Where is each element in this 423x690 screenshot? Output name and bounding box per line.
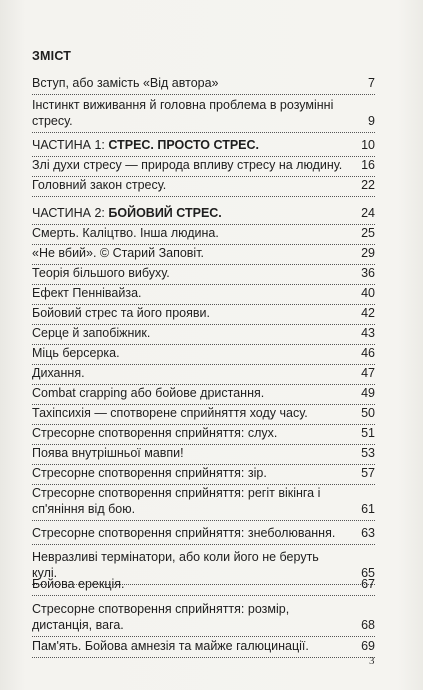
toc-entry-page: 16 — [361, 158, 375, 172]
toc-entry — [32, 465, 375, 481]
toc-entry — [32, 445, 375, 461]
dotted-leader — [32, 196, 375, 197]
toc-entry-page: 43 — [361, 326, 375, 340]
toc-entry-page: 29 — [361, 246, 375, 260]
toc-entry-page: 51 — [361, 426, 375, 440]
toc-entry-page: 65 — [361, 566, 375, 580]
toc-entry-title: Злі духи стресу — природа впливу стресу на людину. — [32, 158, 343, 172]
toc-entry-page: 68 — [361, 618, 375, 632]
toc-part-entry — [32, 205, 375, 221]
toc-entry-page: 25 — [361, 226, 375, 240]
toc-entry-title: Дихання. — [32, 366, 85, 380]
dotted-leader — [32, 132, 375, 133]
toc-entry-page: 10 — [361, 138, 375, 152]
toc-entry — [32, 525, 375, 541]
toc-entry — [32, 177, 375, 193]
toc-entry-title: Невразливі термінатори, або коли його не беруть кулі. — [32, 550, 319, 580]
toc-entry-title: Вступ, або замість «Від автора» — [32, 76, 219, 90]
part-title: СТРЕС. ПРОСТО СТРЕС. — [108, 138, 260, 152]
toc-entry-page: 7 — [368, 76, 375, 90]
toc-entry — [32, 576, 375, 592]
dotted-leader — [32, 657, 375, 658]
toc-entry-title: Стресорне спотворення сприйняття: знеболювання. — [32, 526, 336, 540]
toc-entry — [32, 345, 375, 361]
toc-part-entry — [32, 137, 375, 153]
toc-entry-page: 47 — [361, 366, 375, 380]
toc-entry-page: 49 — [361, 386, 375, 400]
toc-entry — [32, 325, 375, 341]
toc-entry-title: Combat crapping або бойове дристання. — [32, 386, 265, 400]
toc-entry-title: Серце й запобіжник. — [32, 326, 151, 340]
toc-entry — [32, 601, 375, 633]
toc-entry — [32, 365, 375, 381]
toc-entry-title: Стресорне спотворення сприйняття: зір. — [32, 466, 267, 480]
toc-entry — [32, 245, 375, 261]
dotted-leader — [32, 94, 375, 95]
part-label: ЧАСТИНА 1: — [32, 138, 109, 152]
dotted-leader — [32, 520, 375, 521]
toc-entry-title: Тахіпсихія — спотворене сприйняття ходу часу. — [32, 406, 308, 420]
toc-entry-page: 24 — [361, 206, 375, 220]
toc-entry-title: Теорія більшого вибуху. — [32, 266, 170, 280]
toc-entry-title: Ефект Пеннівайза. — [32, 286, 142, 300]
toc-entry — [32, 405, 375, 421]
toc-entry-page: 67 — [361, 577, 375, 591]
dotted-leader — [32, 595, 375, 596]
toc-entry-title: Головний закон стресу. — [32, 178, 167, 192]
toc-entry — [32, 425, 375, 441]
toc-entry-page: 53 — [361, 446, 375, 460]
toc-entry-title — [32, 205, 375, 221]
toc-entry-title: Смерть. Каліцтво. Інша людина. — [32, 226, 219, 240]
toc-entry-page: 61 — [361, 502, 375, 516]
toc-entry — [32, 285, 375, 301]
toc-entry — [32, 97, 375, 129]
toc-entry-page: 9 — [368, 114, 375, 128]
toc-entry — [32, 75, 375, 91]
dotted-leader — [32, 544, 375, 545]
toc-entry-page: 40 — [361, 286, 375, 300]
toc-entry-title: «Не вбий». © Старий Заповіт. — [32, 246, 205, 260]
part-label: ЧАСТИНА 2: — [32, 206, 109, 220]
toc-entry-title: Бойовий стрес та його прояви. — [32, 306, 210, 320]
toc-entry-page: 69 — [361, 639, 375, 653]
toc-entry-title: Міць берсерка. — [32, 346, 120, 360]
toc-entry-page: 63 — [361, 526, 375, 540]
toc-entry-title: Стресорне спотворення сприйняття: регіт вікінга і сп'яніння від бою. — [32, 486, 321, 516]
toc-entry — [32, 485, 375, 517]
toc-entry-page: 22 — [361, 178, 375, 192]
dotted-leader — [32, 636, 375, 637]
toc-entry-page: 50 — [361, 406, 375, 420]
toc-entry-page: 36 — [361, 266, 375, 280]
toc-entry-page: 57 — [361, 466, 375, 480]
toc-entry-title: Пам'ять. Бойова амнезія та майже галюцинації. — [32, 639, 309, 653]
toc-entry-title: Стресорне спотворення сприйняття: розмір, дистанція, вага. — [32, 602, 290, 632]
toc-entry-title — [32, 137, 375, 153]
page-number: 3 — [369, 655, 375, 667]
toc-entry — [32, 305, 375, 321]
toc-entry — [32, 225, 375, 241]
toc-entry-title: Інстинкт виживання й головна проблема в розумінні стресу. — [32, 98, 334, 128]
toc-heading: ЗМІСТ — [32, 49, 72, 63]
toc-entry-page: 42 — [361, 306, 375, 320]
toc-entry-title: Стресорне спотворення сприйняття: слух. — [32, 426, 278, 440]
toc-entry — [32, 157, 375, 173]
toc-entry — [32, 385, 375, 401]
toc-entry — [32, 638, 375, 654]
toc-entry-title: Поява внутрішньої мавпи! — [32, 446, 184, 460]
part-title: БОЙОВИЙ СТРЕС. — [108, 206, 222, 220]
toc-entry-page: 46 — [361, 346, 375, 360]
toc-entry-title: Бойова ерекція. — [32, 577, 125, 591]
toc-entry — [32, 265, 375, 281]
